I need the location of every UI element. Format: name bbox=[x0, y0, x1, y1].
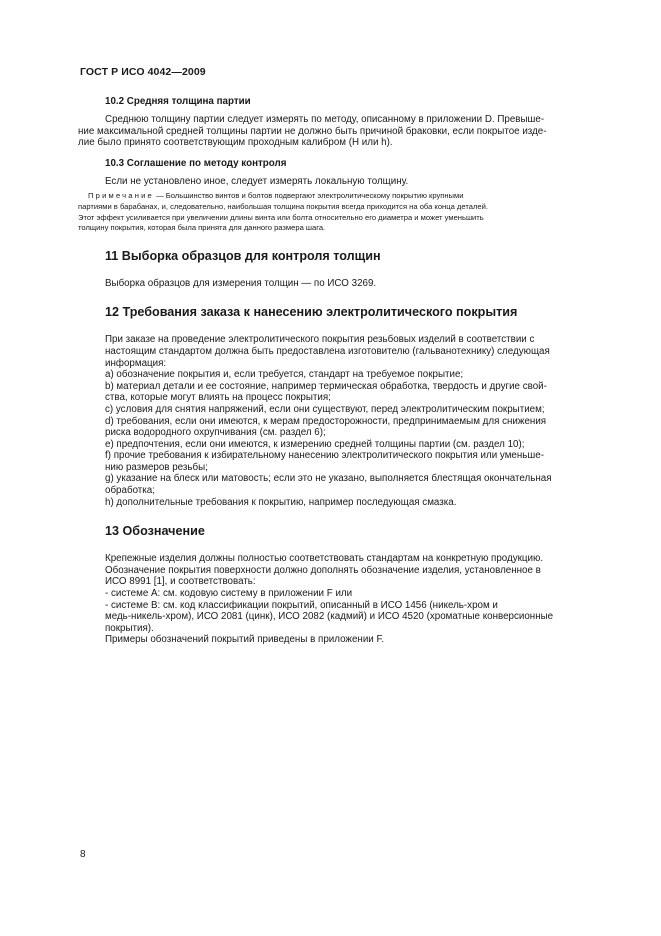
list-item-g-line-1: g) указание на блеск или матовость; если это не указано, выполняется блестящая окончательная bbox=[105, 473, 552, 485]
section-11 bbox=[105, 248, 617, 290]
system-b-item-line-2: медь-никель-хром), ИСО 2081 (цинк), ИСО 2082 (кадмий) и ИСО 4520 (хроматные конверсионные bbox=[105, 611, 554, 623]
section-12-intro-line-1: При заказе на проведение электролитического покрытия резьбовых изделий в соответствии с bbox=[105, 334, 535, 346]
note-label: Примечание bbox=[88, 191, 154, 201]
section-13-paragraph-3: Примеры обозначений покрытий приведены в приложении F. bbox=[105, 634, 385, 646]
section-12 bbox=[105, 304, 617, 508]
subsection-10-2-line-1: Среднюю толщину партии следует измерять по методу, описанному в приложении D. Превыше- bbox=[105, 114, 545, 125]
page-number: 8 bbox=[80, 849, 86, 860]
note-line-4: толщину покрытия, которая была принята для данного размера шага. bbox=[78, 223, 326, 233]
system-b-item-line-1: - системе В: см. код классификации покрытий, описанный в ИСО 1456 (никель-хром и bbox=[105, 599, 498, 611]
section-12-body bbox=[105, 334, 617, 508]
subsection-10-3 bbox=[105, 157, 617, 188]
page-content bbox=[78, 95, 617, 646]
section-13-paragraph-1: Крепежные изделия должны полностью соответствовать стандартам на конкретную продукцию. bbox=[105, 553, 544, 565]
system-a-item: - системе А: см. кодовую систему в приложении F или bbox=[105, 588, 353, 600]
note-block bbox=[78, 191, 617, 233]
section-11-heading: 11 Выборка образцов для контроля толщин bbox=[105, 248, 381, 263]
subsection-10-2-line-3: лие было принято соответствующим проходным калибром (H или h). bbox=[78, 137, 393, 149]
list-item-b-line-2: ства, которые могут влиять на процесс покрытия; bbox=[105, 392, 331, 404]
subsection-10-2-heading: 10.2 Средняя толщина партии bbox=[105, 96, 251, 107]
note-line-1-text: — Большинство винтов и болтов подвергают электролитическому покрытию крупными bbox=[153, 191, 464, 201]
section-11-text: Выборка образцов для измерения толщин — по ИСО 3269. bbox=[105, 277, 377, 289]
note-line-3: Этот эффект усиливается при увеличении длины винта или болта относительно его диаметра и может уменьшить bbox=[78, 212, 484, 222]
list-item-f-line-1: f) прочие требования к избирательному нанесению электролитического покрытия или уменьше- bbox=[105, 450, 544, 462]
section-13-heading: 13 Обозначение bbox=[105, 524, 205, 539]
list-item-d-line-1: d) требования, если они имеются, к мерам предосторожности, предпринимаемым для снижения bbox=[105, 415, 547, 427]
system-b-item-line-3: покрытия). bbox=[105, 622, 154, 634]
section-12-intro-line-2: настоящим стандартом должна быть предоставлена изготовителю (гальванотехнику) следующая bbox=[105, 345, 550, 357]
document-header-title: ГОСТ Р ИСО 4042—2009 bbox=[80, 66, 206, 78]
section-13-paragraph-2-line-1: Обозначение покрытия поверхности должно дополнять обозначение изделия, установленное в bbox=[105, 564, 541, 576]
note-line-2: партиями в барабанах, и, следовательно, наибольшая толщина покрытия всегда приходится на оба конца деталей. bbox=[78, 201, 488, 211]
list-item-f-line-2: нию размеров резьбы; bbox=[105, 461, 208, 473]
list-item-a: a) обозначение покрытия и, если требуется, стандарт на требуемое покрытие; bbox=[105, 369, 464, 381]
section-12-heading: 12 Требования заказа к нанесению электролитического покрытия bbox=[105, 305, 518, 320]
subsection-10-3-text: Если не установлено иное, следует измерять локальную толщину. bbox=[105, 175, 409, 187]
section-13-body bbox=[105, 553, 617, 646]
subsection-10-2 bbox=[78, 95, 617, 149]
note-line-1 bbox=[88, 191, 617, 202]
list-item-g-line-2: обработка; bbox=[105, 485, 155, 497]
list-item-e: e) предпочтения, если они имеются, к измерению средней толщины партии (см. раздел 10); bbox=[105, 438, 525, 450]
section-12-intro-line-3: информация: bbox=[105, 357, 167, 369]
subsection-10-3-heading: 10.3 Соглашение по методу контроля bbox=[105, 157, 287, 169]
subsection-10-2-line-2: ние максимальной средней толщины партии не должно быть причиной браковки, если покрытое изде- bbox=[78, 125, 547, 137]
section-13 bbox=[105, 523, 617, 646]
list-item-c: c) условия для снятия напряжений, если они существуют, перед электролитическим покрытием; bbox=[105, 403, 545, 415]
list-item-h: h) дополнительные требования к покрытию, например последующая смазка. bbox=[105, 496, 457, 508]
section-13-paragraph-2-line-2: ИСО 8991 [1], и соответствовать: bbox=[105, 576, 256, 588]
list-item-d-line-2: риска водородного охрупчивания (см. раздел 6); bbox=[105, 427, 326, 439]
list-item-b-line-1: b) материал детали и ее состояние, например термическая обработка, твердость и другие свой- bbox=[105, 380, 547, 392]
